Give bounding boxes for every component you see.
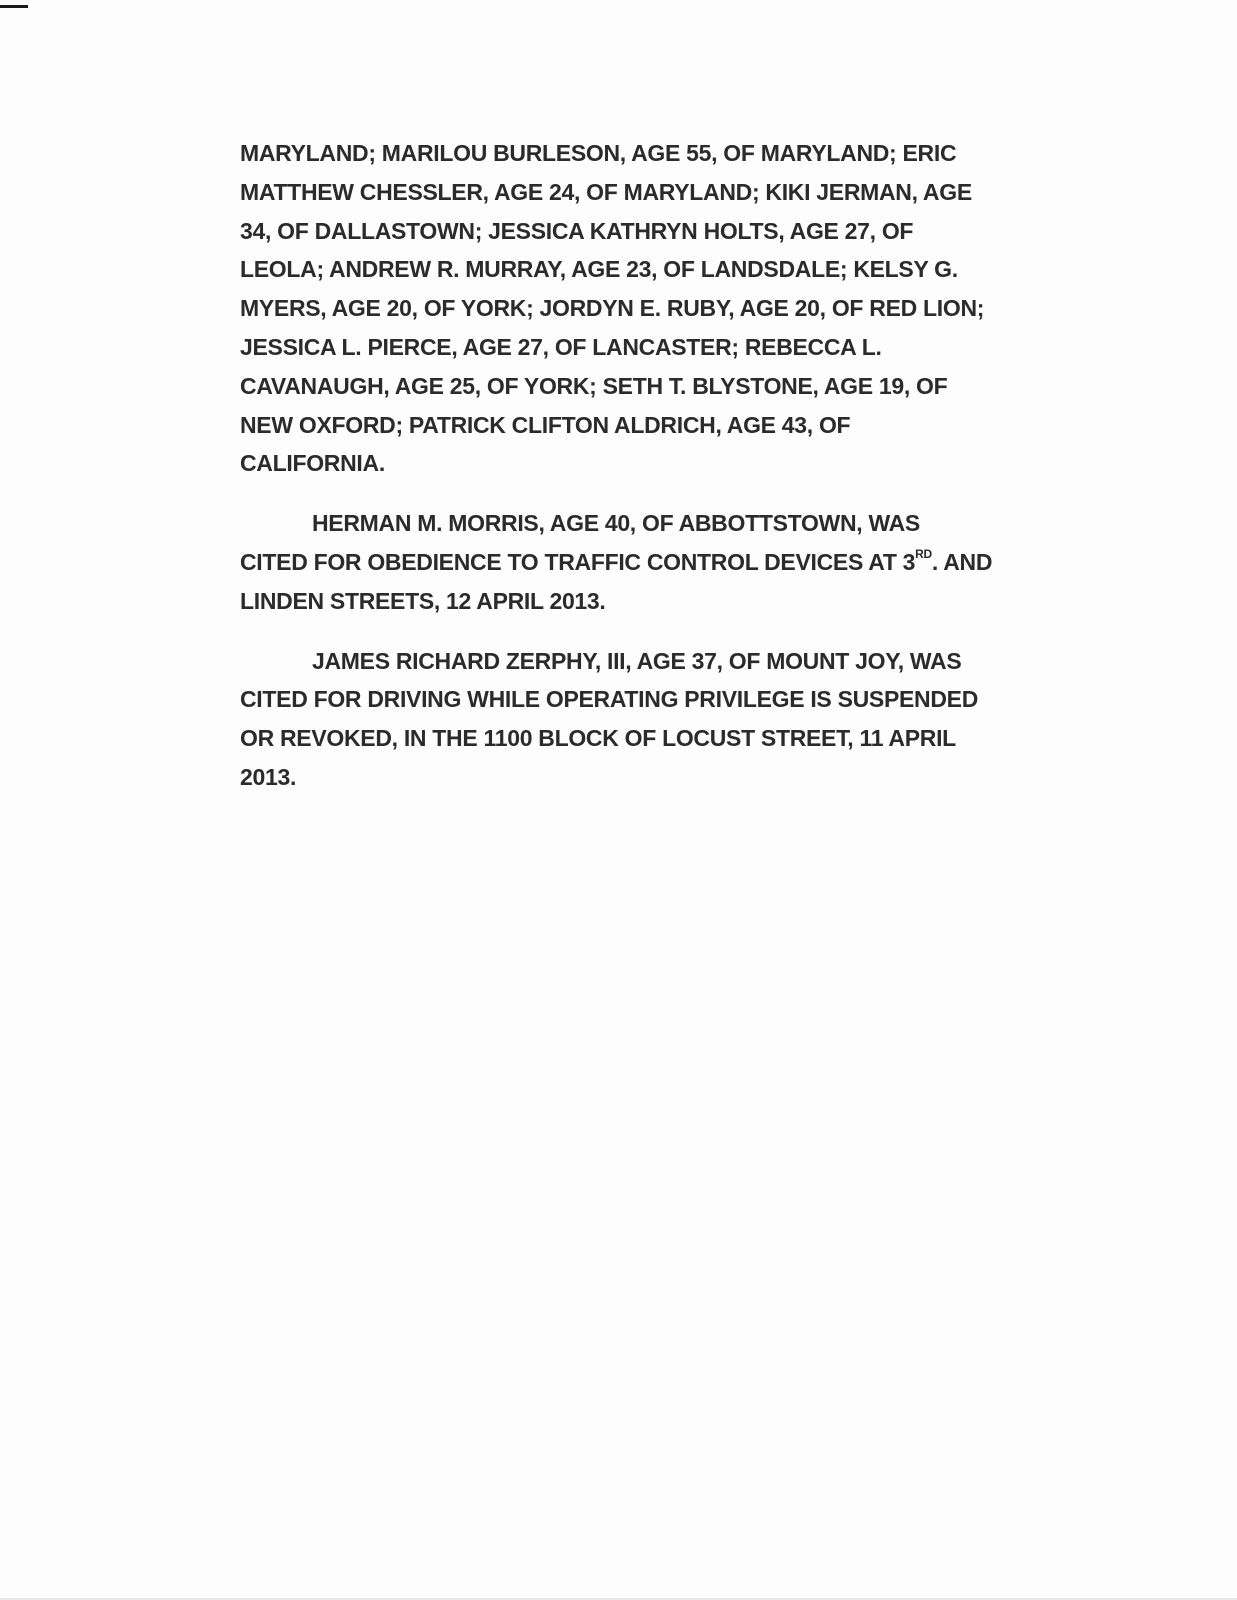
paragraph-zerphy-citation <box>240 642 1030 797</box>
paragraph-spacer <box>240 483 1030 504</box>
text-line-with-superscript <box>240 543 1030 582</box>
text-segment: . AND <box>931 548 993 575</box>
text-line: MATTHEW CHESSLER, AGE 24, OF MARYLAND; KIKI JERMAN, AGE <box>240 178 972 205</box>
paragraph-morris-citation <box>240 504 1030 620</box>
text-line: HERMAN M. MORRIS, AGE 40, OF ABBOTTSTOWN, WAS <box>312 510 920 537</box>
paragraph-names-list <box>240 134 1030 483</box>
text-line: JESSICA L. PIERCE, AGE 27, OF LANCASTER; REBECCA L. <box>240 333 882 360</box>
text-line: OR REVOKED, IN THE 1100 BLOCK OF LOCUST STREET, 11 APRIL <box>240 725 956 752</box>
text-line: CAVANAUGH, AGE 25, OF YORK; SETH T. BLYSTONE, AGE 19, OF <box>240 372 948 399</box>
text-line: CALIFORNIA. <box>240 450 385 477</box>
document-body <box>240 134 1030 797</box>
text-line: LEOLA; ANDREW R. MURRAY, AGE 23, OF LANDSDALE; KELSY G. <box>240 256 958 283</box>
text-line: LINDEN STREETS, 12 APRIL 2013. <box>240 587 606 614</box>
scan-corner-mark <box>0 5 28 8</box>
ordinal-superscript: RD <box>915 547 932 562</box>
text-segment: CITED FOR OBEDIENCE TO TRAFFIC CONTROL DEVICES AT 3 <box>240 548 916 575</box>
text-line: 34, OF DALLASTOWN; JESSICA KATHRYN HOLTS, AGE 27, OF <box>240 217 914 244</box>
text-line: MARYLAND; MARILOU BURLESON, AGE 55, OF MARYLAND; ERIC <box>240 140 957 166</box>
text-line: CITED FOR DRIVING WHILE OPERATING PRIVILEGE IS SUSPENDED <box>240 686 979 713</box>
text-line: MYERS, AGE 20, OF YORK; JORDYN E. RUBY, AGE 20, OF RED LION; <box>240 295 985 322</box>
text-line: 2013. <box>240 763 297 790</box>
text-line: JAMES RICHARD ZERPHY, III, AGE 37, OF MOUNT JOY, WAS <box>312 647 962 674</box>
paragraph-spacer <box>240 621 1030 642</box>
text-line: NEW OXFORD; PATRICK CLIFTON ALDRICH, AGE 43, OF <box>240 411 851 438</box>
